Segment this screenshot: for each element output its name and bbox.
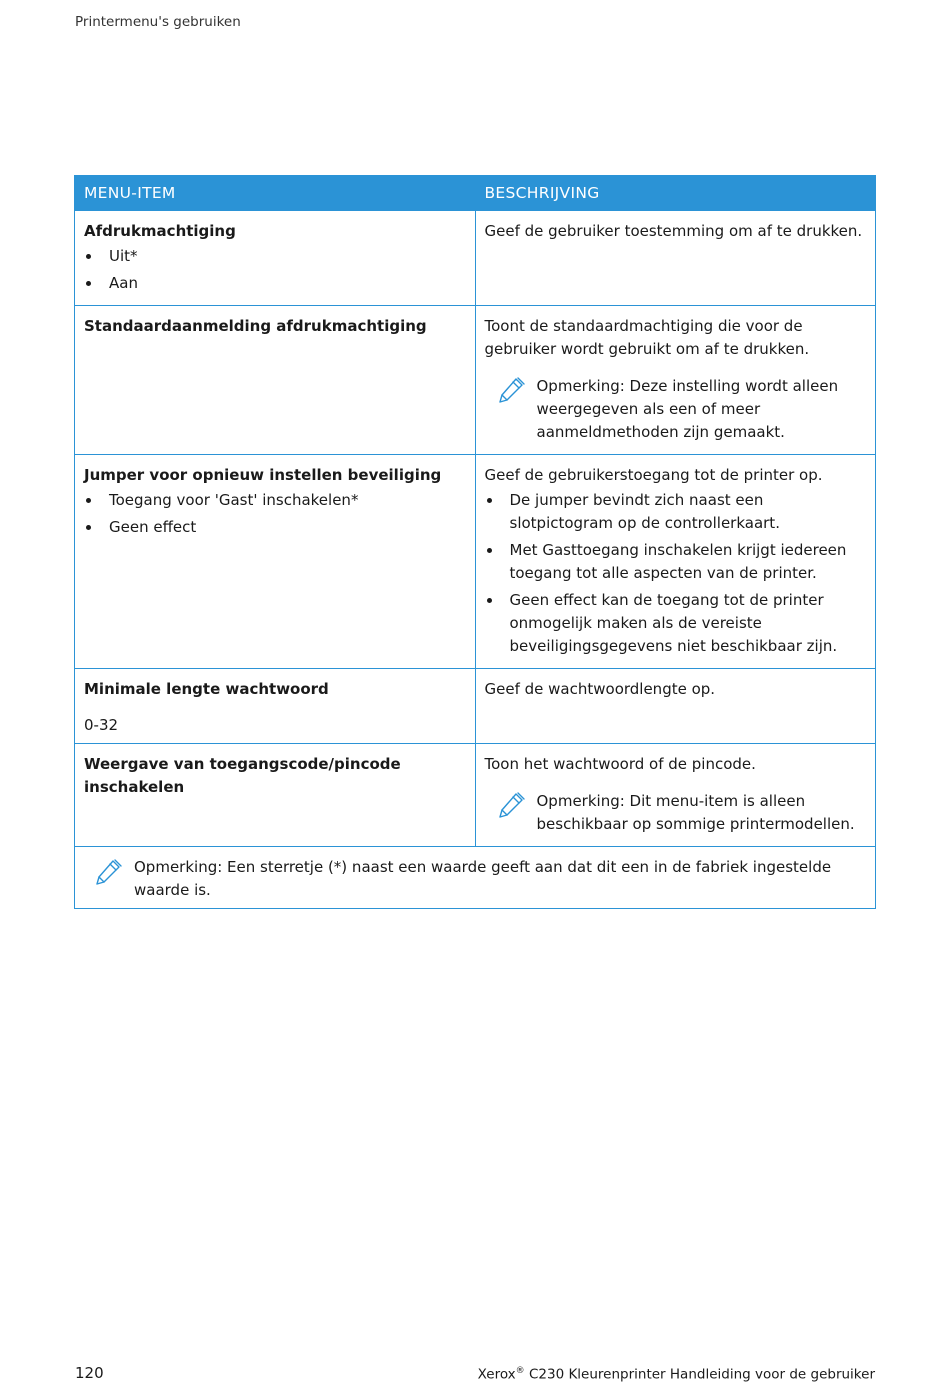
value-range: 0-32 — [84, 716, 119, 734]
description-cell — [475, 669, 876, 744]
running-header: Printermenu's gebruiken — [75, 14, 241, 30]
option-item: Geen effect — [84, 516, 466, 539]
menu-item-title: Weergave van toegangscode/pincode inschakelen — [84, 755, 401, 796]
description-text: Geef de gebruiker toestemming om af te drukken. — [484, 222, 863, 240]
menu-item-title: Jumper voor opnieuw instellen beveiliging — [84, 466, 442, 484]
description-text: Geef de wachtwoordlengte op. — [484, 680, 716, 698]
description-cell — [475, 744, 876, 847]
note-block — [485, 375, 867, 444]
option-item: Aan — [84, 272, 466, 295]
menu-item-title: Standaardaanmelding afdrukmachtiging — [84, 317, 427, 335]
description-text: Toon het wachtwoord of de pincode. — [484, 755, 756, 773]
description-text: Toont de standaardmachtiging die voor de gebruiker wordt gebruikt om af te drukken. — [484, 317, 810, 358]
note-text: Opmerking: Dit menu-item is alleen beschikbaar op sommige printermodellen. — [536, 792, 855, 833]
option-item: Uit* — [84, 245, 466, 268]
column-header-description: BESCHRIJVING — [475, 176, 876, 211]
description-cell — [475, 211, 876, 306]
menu-item-cell — [75, 669, 476, 744]
footer-brand: Xerox — [477, 1366, 516, 1383]
menu-item-cell — [75, 455, 476, 669]
menu-item-cell — [75, 306, 476, 455]
pencil-note-icon — [497, 376, 525, 404]
table-row — [75, 669, 876, 744]
menu-item-title: Minimale lengte wachtwoord — [84, 680, 329, 698]
footnote-cell — [75, 847, 876, 909]
table-header-row — [75, 176, 876, 211]
menu-item-title: Afdrukmachtiging — [84, 222, 236, 240]
menu-item-cell — [75, 744, 476, 847]
note-block — [485, 790, 867, 836]
description-bullet: De jumper bevindt zich naast een slotpictogram op de controllerkaart. — [485, 489, 867, 535]
description-text: Geef de gebruikerstoegang tot de printer op. — [484, 466, 823, 484]
page-number: 120 — [75, 1364, 104, 1382]
registered-mark: ® — [515, 1366, 525, 1376]
column-header-menu-item: MENU-ITEM — [75, 176, 476, 211]
footnote-block — [84, 856, 866, 902]
footnote-text: Opmerking: Een sterretje (*) naast een waarde geeft aan dat dit een in de fabriek ingestelde waarde is. — [134, 858, 832, 899]
menu-item-cell — [75, 211, 476, 306]
running-footer — [478, 1366, 875, 1383]
option-list — [84, 245, 466, 295]
option-item: Toegang voor 'Gast' inschakelen* — [84, 489, 466, 512]
description-cell — [475, 455, 876, 669]
note-text: Opmerking: Deze instelling wordt alleen weergegeven als een of meer aanmeldmethoden zijn gemaakt. — [536, 377, 839, 441]
description-bullet-list — [485, 489, 867, 658]
table-row — [75, 744, 876, 847]
table-row — [75, 211, 876, 306]
description-cell — [475, 306, 876, 455]
table-row — [75, 306, 876, 455]
pencil-note-icon — [94, 858, 122, 886]
table-row — [75, 455, 876, 669]
description-bullet: Geen effect kan de toegang tot de printer onmogelijk maken als de vereiste beveiligingsgegevens niet beschikbaar zijn. — [485, 589, 867, 658]
footer-doc-title: C230 Kleurenprinter Handleiding voor de gebruiker — [524, 1366, 875, 1383]
menu-settings-table — [74, 175, 876, 909]
footnote-row — [75, 847, 876, 909]
pencil-note-icon — [497, 791, 525, 819]
description-bullet: Met Gasttoegang inschakelen krijgt iedereen toegang tot alle aspecten van de printer. — [485, 539, 867, 585]
option-list — [84, 489, 466, 539]
